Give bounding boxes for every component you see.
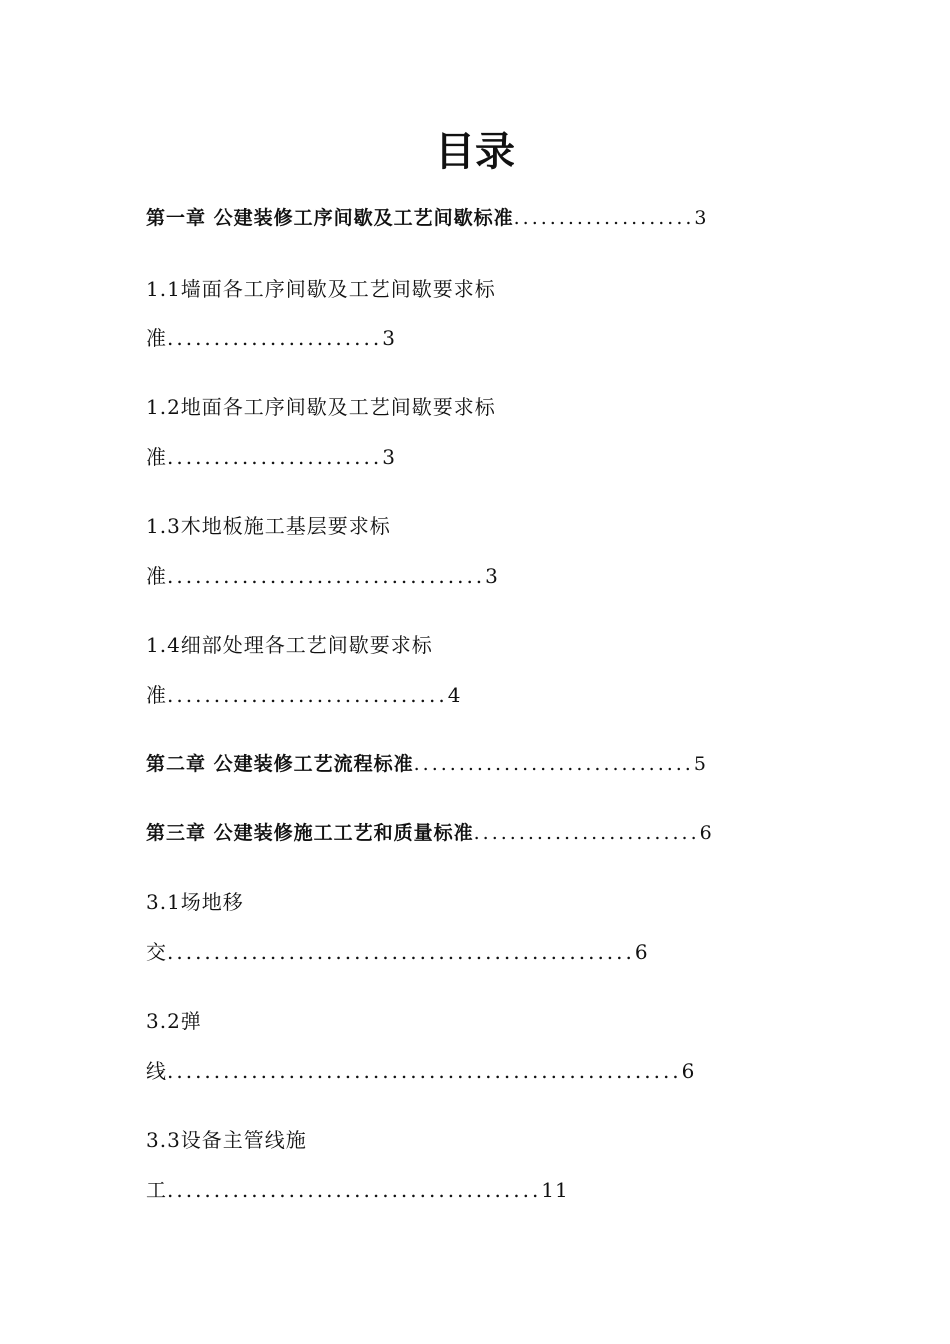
toc-leader-dots: ....................... [167, 445, 383, 469]
toc-page-number: 11 [541, 1178, 569, 1202]
toc-entry-3-2-cont[interactable] [146, 1056, 695, 1086]
toc-entry-text: 3.3设备主管线施 [146, 1128, 307, 1152]
toc-page-number: 6 [699, 822, 713, 844]
toc-leader-dots: ....................................................... [167, 1059, 682, 1083]
toc-entry-1-1[interactable] [146, 274, 496, 304]
toc-entry-text: 3.1场地移 [146, 890, 244, 914]
toc-entry-1-2[interactable] [146, 392, 496, 422]
toc-leader-dots: .............................. [167, 683, 448, 707]
toc-entry-chapter-2[interactable] [146, 749, 707, 779]
toc-entry-text: 准 [146, 564, 167, 588]
toc-page-number: 3 [694, 207, 708, 229]
toc-entry-chapter-3[interactable] [146, 818, 713, 848]
toc-leader-dots: ......................... [473, 822, 700, 844]
toc-entry-1-3-cont[interactable] [146, 561, 499, 591]
toc-entry-text: 线 [146, 1059, 167, 1083]
toc-entry-3-3-cont[interactable] [146, 1175, 569, 1205]
toc-page-number: 6 [634, 940, 649, 964]
toc-leader-dots: .................................. [167, 564, 486, 588]
toc-entry-text: 1.4细部处理各工艺间歇要求标 [146, 633, 433, 657]
toc-entry-3-1-cont[interactable] [146, 937, 649, 967]
toc-entry-text: 1.3木地板施工基层要求标 [146, 514, 391, 538]
toc-entry-text: 1.2地面各工序间歇及工艺间歇要求标 [146, 395, 496, 419]
toc-entry-1-4-cont[interactable] [146, 680, 461, 710]
toc-entry-1-2-cont[interactable] [146, 442, 396, 472]
toc-entry-text: 准 [146, 326, 167, 350]
toc-leader-dots: ........................................ [167, 1178, 542, 1202]
toc-entry-text: 准 [146, 683, 167, 707]
toc-page-number: 3 [485, 564, 499, 588]
toc-entry-text: 1.1墙面各工序间歇及工艺间歇要求标 [146, 277, 496, 301]
toc-page-number: 4 [447, 683, 462, 707]
toc-entry-3-1[interactable] [146, 887, 244, 917]
toc-entry-text: 准 [146, 445, 167, 469]
toc-entry-chapter-1[interactable] [146, 203, 708, 233]
toc-entry-1-3[interactable] [146, 511, 391, 541]
toc-leader-dots: .................................................. [167, 940, 635, 964]
toc-entry-1-4[interactable] [146, 630, 433, 660]
toc-page-number: 3 [382, 445, 396, 469]
toc-leader-dots: ............................... [413, 753, 694, 775]
toc-entry-text: 工 [146, 1178, 167, 1202]
toc-entry-text: 交 [146, 940, 167, 964]
toc-entry-text: 第二章 公建装修工艺流程标准 [146, 753, 414, 775]
toc-entry-text: 第一章 公建装修工序间歇及工艺间歇标准 [146, 207, 514, 229]
toc-entry-3-3[interactable] [146, 1125, 307, 1155]
toc-entry-text: 第三章 公建装修施工工艺和质量标准 [146, 822, 474, 844]
toc-leader-dots: .................... [513, 207, 695, 229]
toc-leader-dots: ....................... [167, 326, 383, 350]
toc-entry-1-1-cont[interactable] [146, 323, 396, 353]
toc-entry-text: 3.2弹 [146, 1009, 202, 1033]
toc-title: 目录 [435, 129, 515, 175]
toc-page-number: 6 [681, 1059, 696, 1083]
toc-page-number: 5 [693, 753, 707, 775]
toc-page-number: 3 [382, 326, 396, 350]
toc-entry-3-2[interactable] [146, 1006, 202, 1036]
